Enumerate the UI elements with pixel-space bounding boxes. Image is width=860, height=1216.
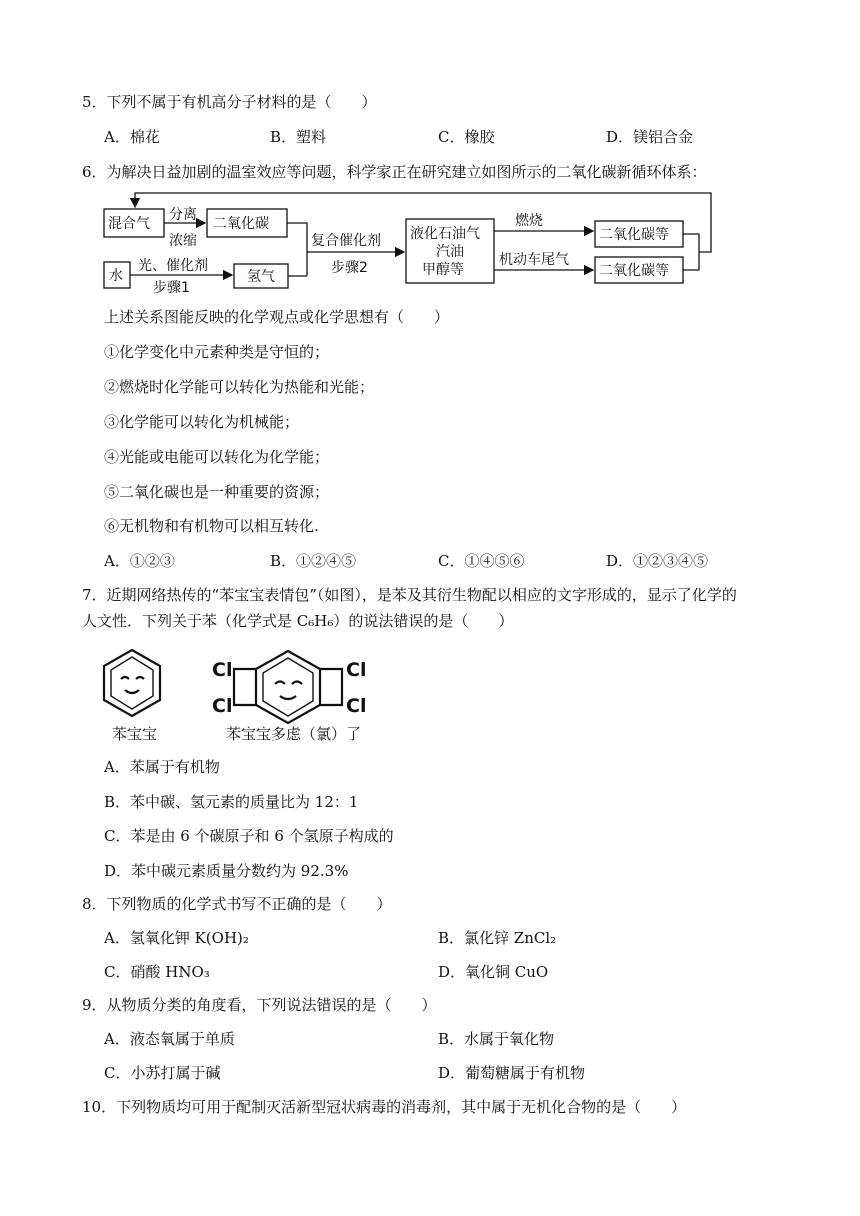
label-step2: 步骤2 xyxy=(331,260,368,276)
q5-option-b: B．塑料 xyxy=(270,128,327,146)
chlorobenzene-ring-icon xyxy=(256,651,320,723)
label-hydrogen: 氢气 xyxy=(247,269,275,285)
label-co2-etc-bottom: 二氧化碳等 xyxy=(599,263,669,279)
label-composite-catalyst: 复合催化剂 xyxy=(311,233,381,249)
label-co2: 二氧化碳 xyxy=(213,216,269,232)
q6-statement-6: ⑥无机物和有机物可以相互转化. xyxy=(104,517,319,535)
q6-prompt: 上述关系图能反映的化学观点或化学思想有（ ） xyxy=(104,308,450,326)
eye-left-icon xyxy=(121,677,129,679)
label-water: 水 xyxy=(109,268,123,284)
q6-statement-1: ①化学变化中元素种类是守恒的； xyxy=(104,343,330,361)
label-separate: 分离 xyxy=(169,207,197,223)
cl-top-left: Cl xyxy=(212,659,233,681)
mouth-icon xyxy=(125,690,139,693)
q7-option-a: A．苯属于有机物 xyxy=(104,758,220,776)
q6-option-b: B．①②④⑤ xyxy=(270,552,357,570)
q8-stem: 8．下列物质的化学式书写不正确的是（ ） xyxy=(82,895,392,913)
q8-option-b: B．氯化锌 ZnCl₂ xyxy=(438,929,557,947)
q9-stem: 9．从物质分类的角度看，下列说法错误的是（ ） xyxy=(82,996,437,1014)
q6-stem: 6．为解决日益加剧的温室效应等问题，科学家正在研究建立如图所示的二氧化碳新循环体系： xyxy=(82,163,707,181)
label-co2-etc-top: 二氧化碳等 xyxy=(599,227,669,243)
q6-statement-3: ③化学能可以转化为机械能； xyxy=(104,413,300,431)
q7-stem-line1: 7．近期网络热传的“苯宝宝表情包”（如图），是苯及其衍生物配以相应的文字形成的，显示了化学的 xyxy=(82,586,737,604)
benzene-ring-icon xyxy=(104,650,160,716)
q5-option-d: D．镁铝合金 xyxy=(606,128,694,146)
q6-option-d: D．①②③④⑤ xyxy=(606,552,709,570)
label-mixed-gas: 混合气 xyxy=(108,216,150,232)
q7-option-b: B．苯中碳、氢元素的质量比为 12：1 xyxy=(104,793,359,811)
q5-stem: 5．下列不属于有机高分子材料的是（ ） xyxy=(82,93,377,111)
label-step1: 步骤1 xyxy=(153,280,190,294)
q6-statement-4: ④光能或电能可以转化为化学能； xyxy=(104,448,330,466)
cl-bottom-right: Cl xyxy=(346,695,367,717)
cl-top-right: Cl xyxy=(346,659,367,681)
eye-right-icon xyxy=(136,677,144,679)
q6-statement-5: ⑤二氧化碳也是一种重要的资源； xyxy=(104,483,330,501)
q8-option-d: D．氧化铜 CuO xyxy=(438,963,549,981)
figure-caption-chlorobenzene: 苯宝宝多虑（氯）了 xyxy=(226,725,362,743)
q5-option-c: C．橡胶 xyxy=(438,128,495,146)
label-exhaust: 机动车尾气 xyxy=(499,252,569,268)
q9-option-c: C．小苏打属于碱 xyxy=(104,1064,221,1082)
q7-option-c: C．苯是由 6 个碳原子和 6 个氢原子构成的 xyxy=(104,827,394,845)
q7-stem-line2: 人文性．下列关于苯（化学式是 C₆H₆）的说法错误的是（ ） xyxy=(82,612,514,630)
label-light-catalyst: 光、催化剂 xyxy=(138,258,208,274)
label-concentrate: 浓缩 xyxy=(169,233,197,249)
q9-option-a: A．液态氧属于单质 xyxy=(104,1030,235,1048)
q8-option-a: A．氢氧化钾 K(OH)₂ xyxy=(104,929,249,947)
label-burn: 燃烧 xyxy=(515,213,543,229)
cl-bottom-left: Cl xyxy=(212,695,233,717)
q7-option-d: D．苯中碳元素质量分数约为 92.3% xyxy=(104,862,349,880)
q8-option-c: C．硝酸 HNO₃ xyxy=(104,963,210,981)
q6-option-a: A．①②③ xyxy=(104,552,175,570)
label-lpg: 液化石油气 xyxy=(410,226,480,242)
q10-stem: 10．下列物质均可用于配制灭活新型冠状病毒的消毒剂，其中属于无机化合物的是（ ） xyxy=(82,1098,687,1116)
figure-caption-benzene: 苯宝宝 xyxy=(112,725,158,743)
label-gasoline: 汽油 xyxy=(436,244,464,260)
q9-option-d: D．葡萄糖属于有机物 xyxy=(438,1064,586,1082)
q6-option-c: C．①④⑤⑥ xyxy=(438,552,525,570)
q5-option-a: A．棉花 xyxy=(104,128,160,146)
label-methanol: 甲醇等 xyxy=(422,262,464,278)
q6-statement-2: ②燃烧时化学能可以转化为热能和光能； xyxy=(104,378,375,396)
co2-cycle-diagram xyxy=(95,188,725,294)
q9-option-b: B．水属于氧化物 xyxy=(438,1030,555,1048)
